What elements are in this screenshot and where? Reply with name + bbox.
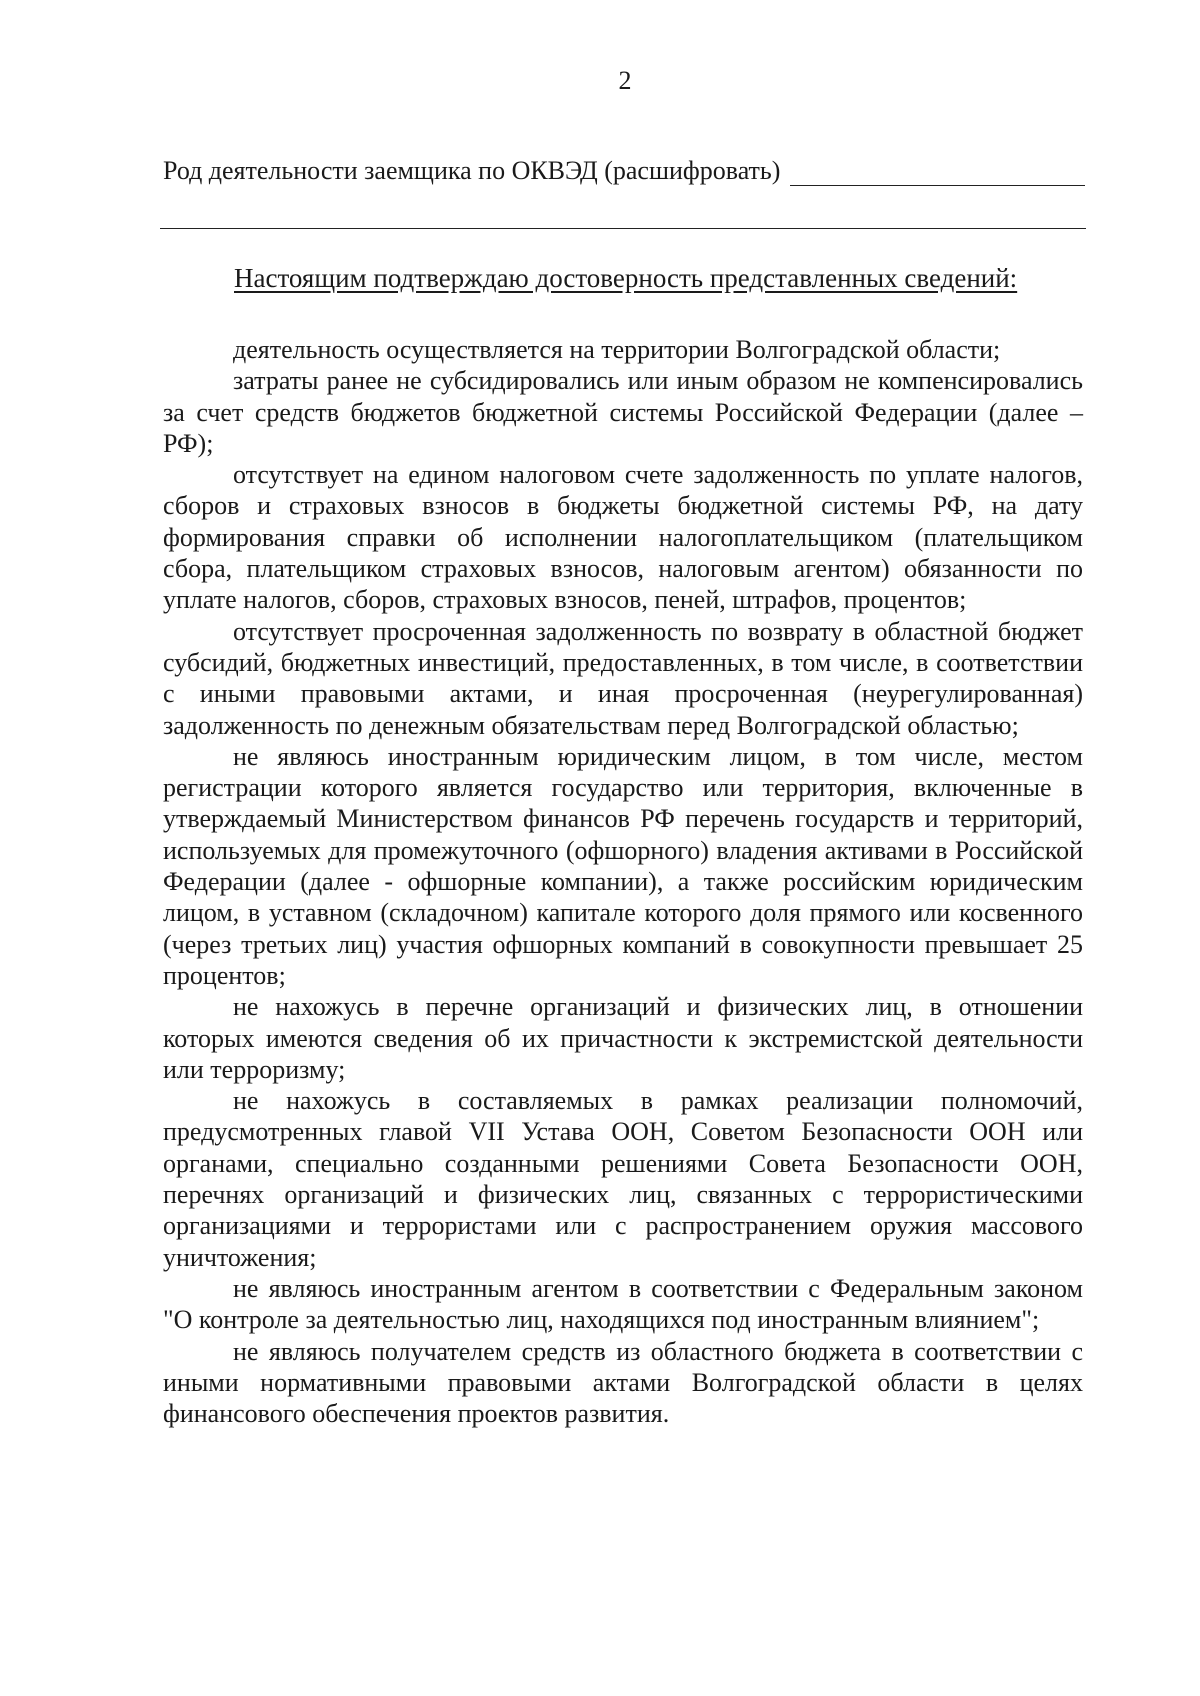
statement-no-tax-debt: отсутствует на едином налоговом счете задолженность по уплате налогов, сборов и страховых взносов в бюджеты бюджетной системы РФ, на дату формирования справки об исполнении налогоплательщиком (плательщиком сбора, плательщиком страховых взносов, налоговым агентом) обязанности по уплате налогов, сборов, страховых взносов, пеней, штрафов, процентов; xyxy=(163,460,1083,615)
confirmation-heading: Настоящим подтверждаю достоверность представленных сведений: xyxy=(234,263,1018,293)
statement-not-foreign-agent: не являюсь иностранным агентом в соответствии с Федеральным законом "О контроле за деятельностью лиц, находящихся под иностранным влиянием"; xyxy=(163,1273,1083,1335)
page-number: 2 xyxy=(618,66,632,95)
statement-costs-not-subsidized: затраты ранее не субсидировались или иным образом не компенсировались за счет средств бюджетов бюджетной системы Российской Федерации (далее – РФ); xyxy=(163,366,1083,458)
confirmation-list xyxy=(163,334,1083,1429)
okved-blank-line xyxy=(790,155,1085,186)
okved-continuation-line xyxy=(160,228,1086,229)
statement-not-un-sanctions-list: не нахожусь в составляемых в рамках реализации полномочий, предусмотренных главой VII Устава ООН, Советом Безопасности ООН или органами, специально созданными решениями Совета Безопасности ООН, перечнях организаций и физических лиц, связанных с террористическими организациями и террористами или с распространением оружия массового уничтожения; xyxy=(163,1086,1083,1272)
statement-not-foreign-entity: не являюсь иностранным юридическим лицом, в том числе, местом регистрации которого является государство или территория, включенные в утверждаемый Министерством финансов РФ перечень государств и территорий, используемых для промежуточного (офшорного) владения активами в Российской Федерации (далее - офшорные компании), а также российским юридическим лицом, в уставном (складочном) капитале которого доля прямого или косвенного (через третьих лиц) участия офшорных компаний в совокупности превышает 25 процентов; xyxy=(163,741,1083,990)
statement-not-budget-recipient: не являюсь получателем средств из областного бюджета в соответствии с иными нормативными правовыми актами Волгоградской области в целях финансового обеспечения проектов развития. xyxy=(163,1336,1083,1429)
okved-label: Род деятельности заемщика по ОКВЭД (расшифровать) xyxy=(163,156,781,185)
statement-territory: деятельность осуществляется на территории Волгоградской области; xyxy=(233,335,1001,364)
statement-no-overdue-debt: отсутствует просроченная задолженность по возврату в областной бюджет субсидий, бюджетных инвестиций, предоставленных, в том числе, в соответствии с иными правовыми актами, и иная просроченная (неурегулированная) задолженность по денежным обязательствам перед Волгоградской областью; xyxy=(163,616,1083,740)
statement-not-extremist-list: не нахожусь в перечне организаций и физических лиц, в отношении которых имеются сведения об их причастности к экстремистской деятельности или терроризму; xyxy=(163,992,1083,1084)
okved-field xyxy=(163,155,1085,186)
